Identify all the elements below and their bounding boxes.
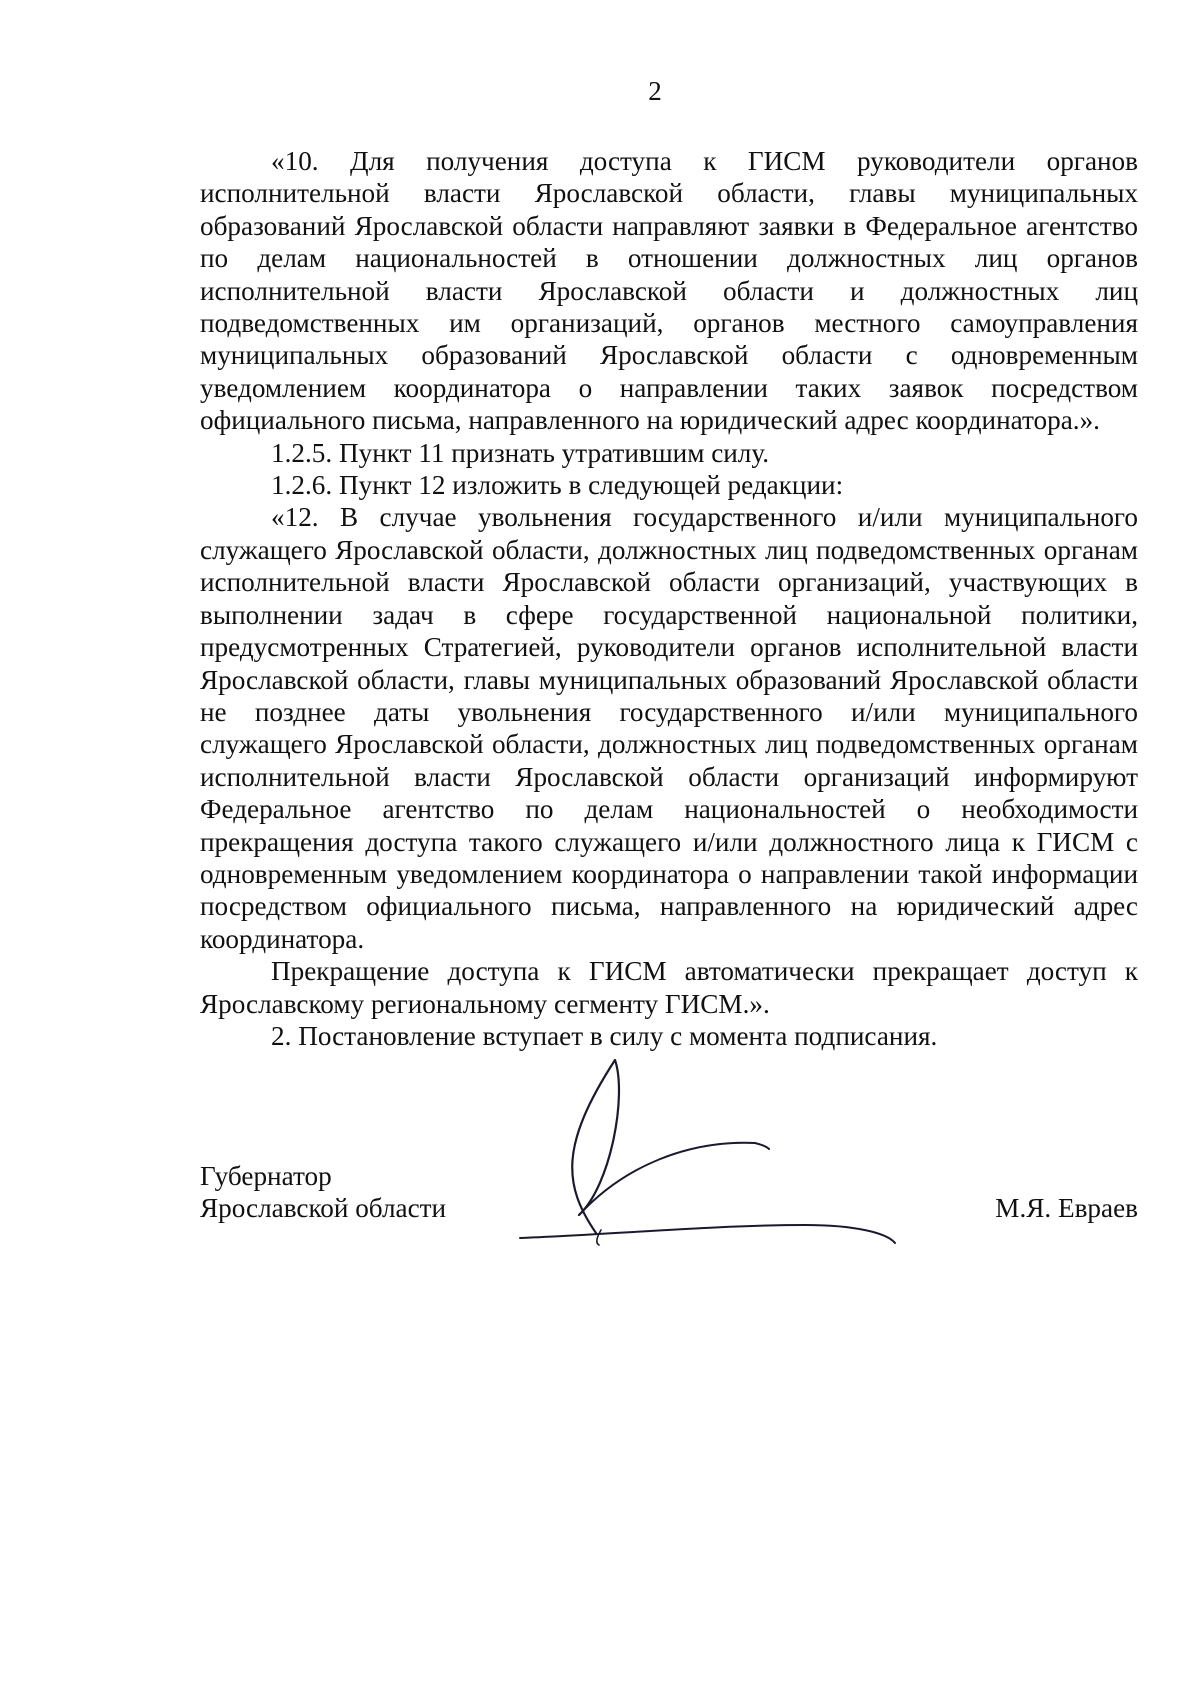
document-body [200, 145, 1138, 1052]
signature-upper-stroke [579, 1143, 769, 1215]
signature-loop-stroke [572, 1060, 619, 1233]
paragraph-1-2-5: 1.2.5. Пункт 11 признать утратившим силу. [271, 437, 770, 468]
signer-name: М.Я. Евраев [995, 1193, 1138, 1224]
handwritten-signature [515, 1055, 935, 1255]
signer-position [200, 1160, 446, 1225]
paragraph-effective-date: 2. Постановление вступает в силу с момента подписания. [271, 1020, 938, 1051]
paragraph-item-10: «10. Для получения доступа к ГИСМ руководители органов исполнительной власти Ярославской области, главы муниципальных образований Ярославской области направляют заявки в Федеральное агентство по делам национальностей в отношении должностных лиц органов исполнительной власти Ярославской области и должностных лиц подведомственных им организаций, органов местного самоуправления муниципальных образований Ярославской области с одновременным уведомлением координатора о направлении таких заявок посредством официального письма, направленного на юридический адрес координатора.». [200, 146, 1138, 436]
paragraph-1-2-6: 1.2.6. Пункт 12 изложить в следующей редакции: [271, 470, 844, 501]
paragraph-access-termination: Прекращение доступа к ГИСМ автоматически прекращает доступ к Ярославскому региональному сегменту ГИСМ.». [200, 956, 1138, 1019]
page-number: 2 [648, 76, 662, 106]
signature-tail-stroke [597, 1230, 601, 1245]
paragraph-item-12: «12. В случае увольнения государственного и/или муниципального служащего Ярославской области, должностных лиц подведомственных органам исполнительной власти Ярославской области организаций, участвующих в выполнении задач в сфере государственной национальной политики, предусмотренных Стратегией, руководители органов исполнительной власти Ярославской области, главы муниципальных образований Ярославской области не позднее даты увольнения государственного и/или муниципального служащего Ярославской области, должностных лиц подведомственных органам исполнительной власти Ярославской области организаций информируют Федеральное агентство по делам национальностей о необходимости прекращения доступа такого служащего и/или должностного лица к ГИСМ с одновременным уведомлением координатора о направлении такой информации посредством официального письма, направленного на юридический адрес координатора. [200, 502, 1138, 954]
signer-position-line2: Ярославской области [200, 1193, 447, 1224]
signer-position-line1: Губернатор [200, 1161, 332, 1191]
signature-underline-stroke [520, 1225, 895, 1243]
